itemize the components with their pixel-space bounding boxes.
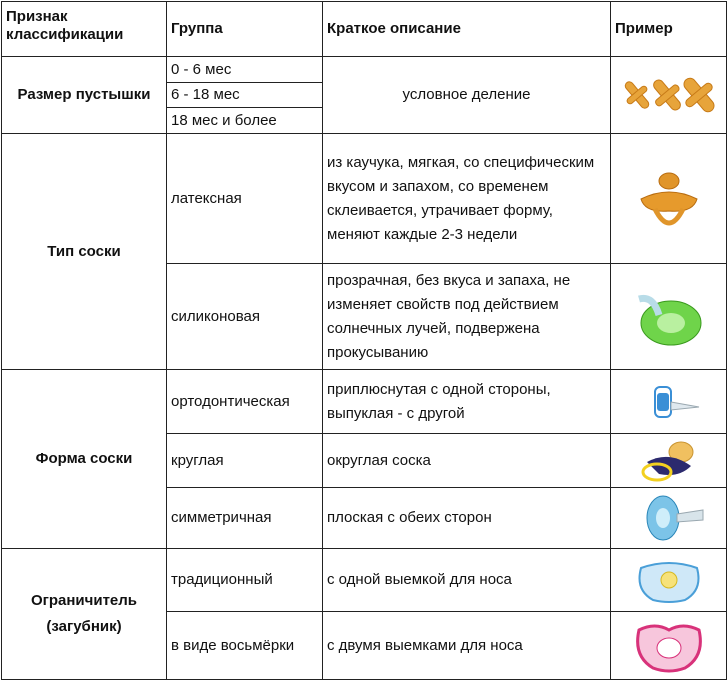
material-description-2: прозрачная, без вкуса и запаха, не изменяет свойств под действием солнечных лучей, подвержена прокусыванию [323,264,611,370]
material-group-1: латексная [167,134,323,264]
limiter-description-2: с двумя выемками для носа [323,612,611,680]
size-description: условное деление [323,57,611,134]
shape-group-1: ортодонтическая [167,370,323,434]
figure-eight-shield-icon [629,616,709,676]
silicone-pacifier-icon [629,277,709,357]
size-group-3: 18 мес и более [167,108,323,134]
header-description: Краткое описание [323,2,611,57]
header-example: Пример [611,2,727,57]
feature-size: Размер пустышки [2,57,167,134]
shape-description-2: округлая соска [323,434,611,488]
shape-group-3: симметричная [167,488,323,549]
shape-group-2: круглая [167,434,323,488]
material-example-2 [611,264,727,370]
header-group: Группа [167,2,323,57]
shape-description-1: приплюснутая с одной стороны, выпуклая - с другой [323,370,611,434]
feature-limiter: Ограничитель (загубник) [2,549,167,680]
material-example-1 [611,134,727,264]
size-example-cell [611,57,727,134]
limiter-description-1: с одной выемкой для носа [323,549,611,612]
shape-example-3 [611,488,727,549]
material-description-1: из каучука, мягкая, со специфическим вкусом и запахом, со временем склеивается, утрачивает форму, меняют каждые 2-3 недели [323,134,611,264]
limiter-group-1: традиционный [167,549,323,612]
round-pacifier-icon [629,436,709,486]
symmetric-pacifier-icon [629,490,709,546]
limiter-example-2 [611,612,727,680]
orthodontic-pacifier-icon [629,377,709,427]
material-group-2: силиконовая [167,264,323,370]
shape-example-2 [611,434,727,488]
size-group-2: 6 - 18 мес [167,83,323,108]
header-row [2,2,727,57]
feature-shape: Форма соски [2,370,167,549]
limiter-example-1 [611,549,727,612]
feature-material: Тип соски [2,134,167,370]
size-group-1: 0 - 6 мес [167,57,323,83]
limiter-group-2: в виде восьмёрки [167,612,323,680]
pacifier-sizes-icon [619,65,719,125]
header-feature: Признак классификации [2,2,167,57]
traditional-shield-icon [629,552,709,608]
shape-example-1 [611,370,727,434]
latex-pacifier-icon [629,159,709,239]
classification-table [1,1,727,680]
shape-description-3: плоская с обеих сторон [323,488,611,549]
